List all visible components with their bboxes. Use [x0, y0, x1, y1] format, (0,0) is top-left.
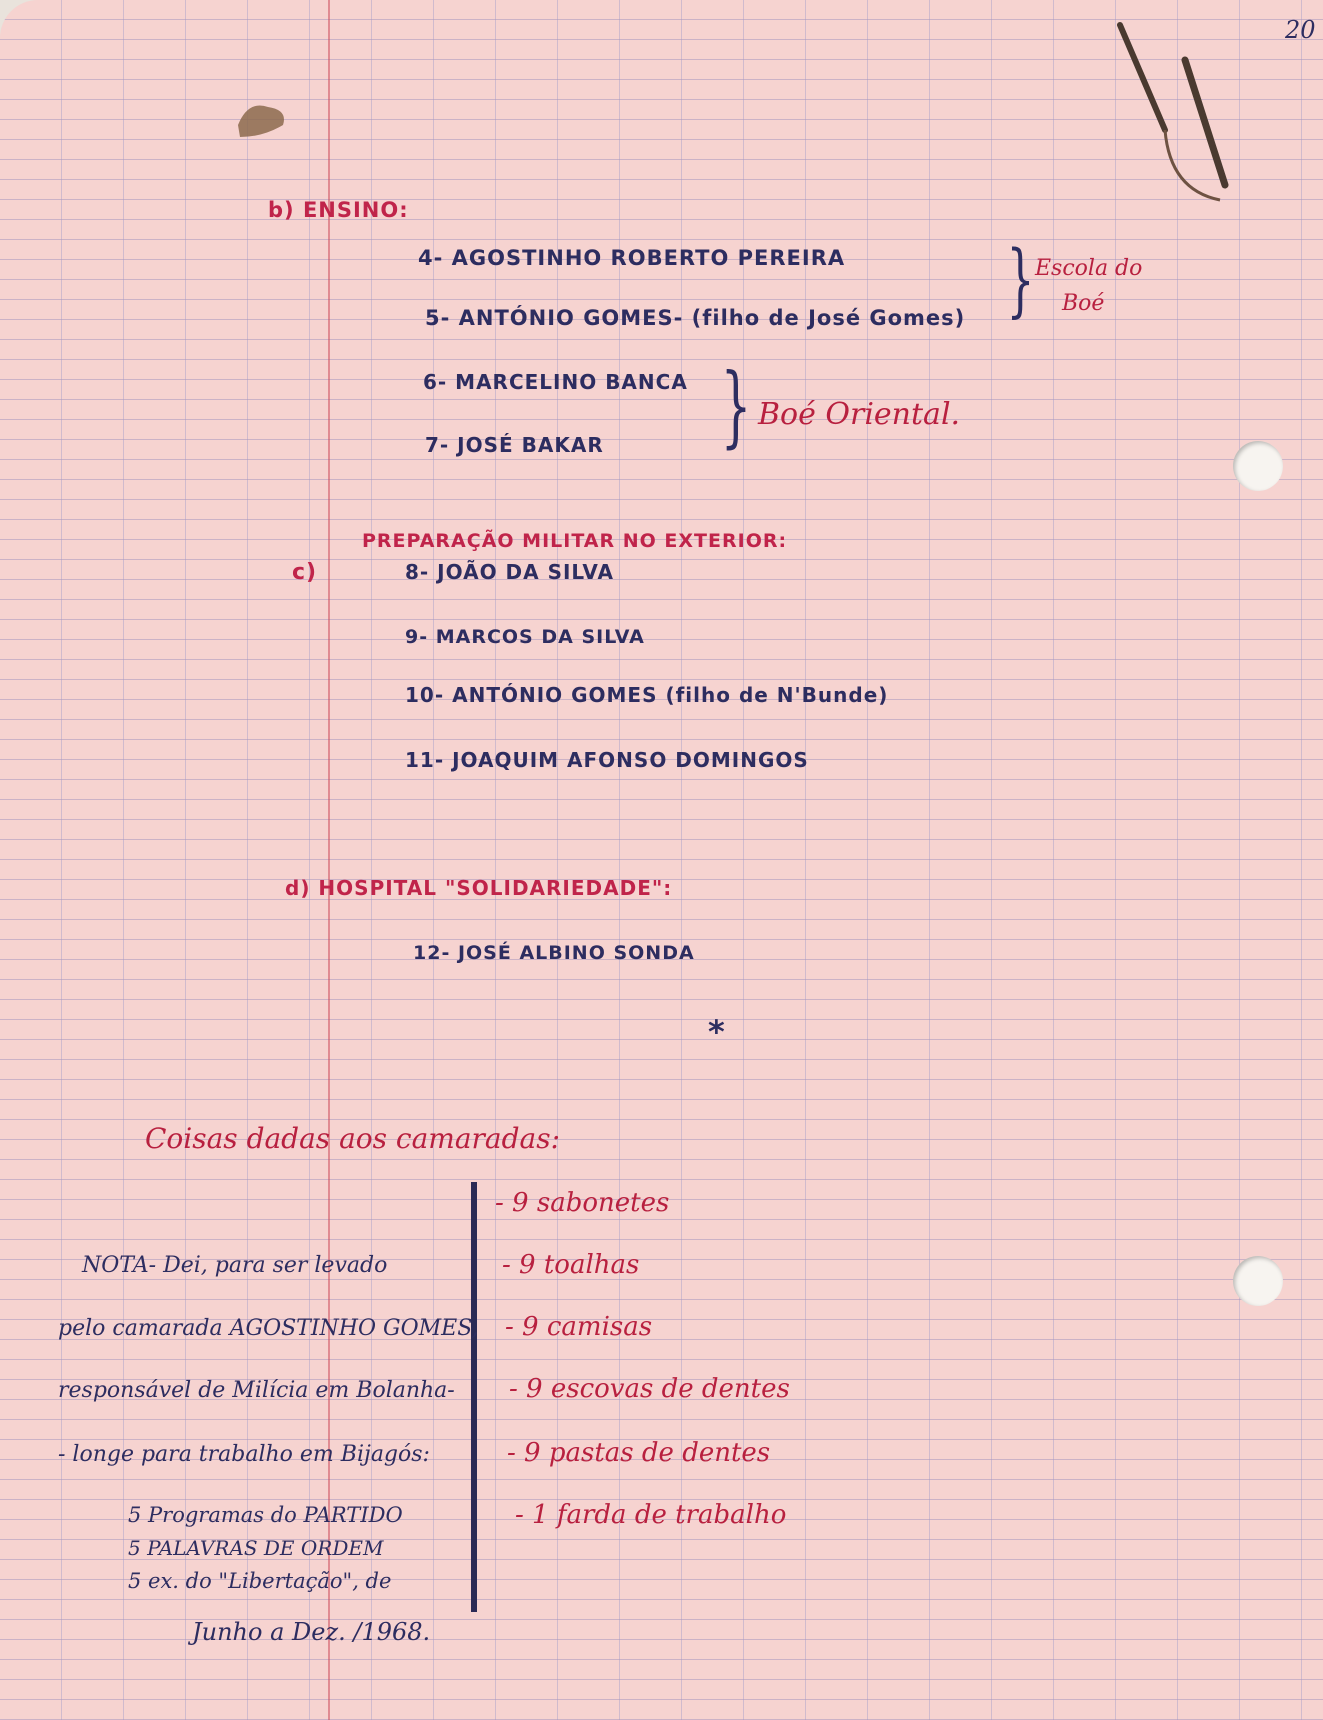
hospital-item-12: 12- JOSÉ ALBINO SONDA	[413, 942, 695, 964]
nota-line-1: NOTA- Dei, para ser levado	[82, 1253, 388, 1278]
brown-stain-top-left	[228, 95, 298, 145]
brace-escola: }	[1006, 233, 1035, 326]
punch-hole-lower	[1233, 1256, 1283, 1306]
ensino-item-6: 6- MARCELINO BANCA	[423, 370, 688, 394]
militar-item-9: 9- MARCOS DA SILVA	[405, 626, 645, 648]
section-b-heading: b) ENSINO:	[268, 198, 409, 222]
things-heading: Coisas dadas aos camaradas:	[145, 1122, 561, 1155]
page-number: 20	[1285, 16, 1316, 44]
ensino-item-7: 7- JOSÉ BAKAR	[425, 433, 604, 457]
thing-item-escovas: - 9 escovas de dentes	[509, 1374, 790, 1404]
thing-item-farda: - 1 farda de trabalho	[515, 1500, 787, 1530]
nota-line-3: responsável de Milícia em Bolanha-	[58, 1378, 455, 1403]
double-vertical-divider	[471, 1182, 477, 1612]
nota-line-4: - longe para trabalho em Bijagós:	[58, 1442, 430, 1467]
thing-item-pastas: - 9 pastas de dentes	[507, 1438, 771, 1468]
nota-line-6: 5 PALAVRAS DE ORDEM	[128, 1536, 384, 1560]
nota-line-8: Junho a Dez. /1968.	[192, 1618, 431, 1646]
militar-item-11: 11- JOAQUIM AFONSO DOMINGOS	[405, 748, 809, 772]
section-d-heading: d) HOSPITAL "SOLIDARIEDADE":	[285, 876, 673, 900]
punch-hole-upper	[1233, 441, 1283, 491]
asterisk-divider: *	[708, 1013, 726, 1051]
ensino-item-4: 4- AGOSTINHO ROBERTO PEREIRA	[418, 246, 846, 270]
ensino-item-5: 5- ANTÓNIO GOMES- (filho de José Gomes)	[425, 306, 966, 330]
section-c-heading: PREPARAÇÃO MILITAR NO EXTERIOR:	[362, 530, 788, 552]
thing-item-sabonetes: - 9 sabonetes	[495, 1188, 670, 1218]
militar-item-10: 10- ANTÓNIO GOMES (filho de N'Bunde)	[405, 683, 889, 707]
escola-do-note: Escola do	[1035, 256, 1143, 281]
boe-note: Boé	[1062, 291, 1105, 316]
brown-stain-top-right	[1110, 20, 1250, 210]
militar-item-8: 8- JOÃO DA SILVA	[405, 560, 615, 584]
nota-line-5: 5 Programas do PARTIDO	[128, 1503, 403, 1527]
thing-item-camisas: - 9 camisas	[505, 1312, 653, 1342]
nota-line-7: 5 ex. do "Libertação", de	[128, 1569, 392, 1593]
thing-item-toalhas: - 9 toalhas	[502, 1250, 640, 1280]
boe-oriental-note: Boé Oriental.	[758, 397, 961, 432]
section-c-letter: c)	[292, 560, 318, 585]
brace-boe-oriental: }	[720, 354, 752, 457]
nota-line-2: pelo camarada AGOSTINHO GOMES,	[58, 1316, 479, 1341]
